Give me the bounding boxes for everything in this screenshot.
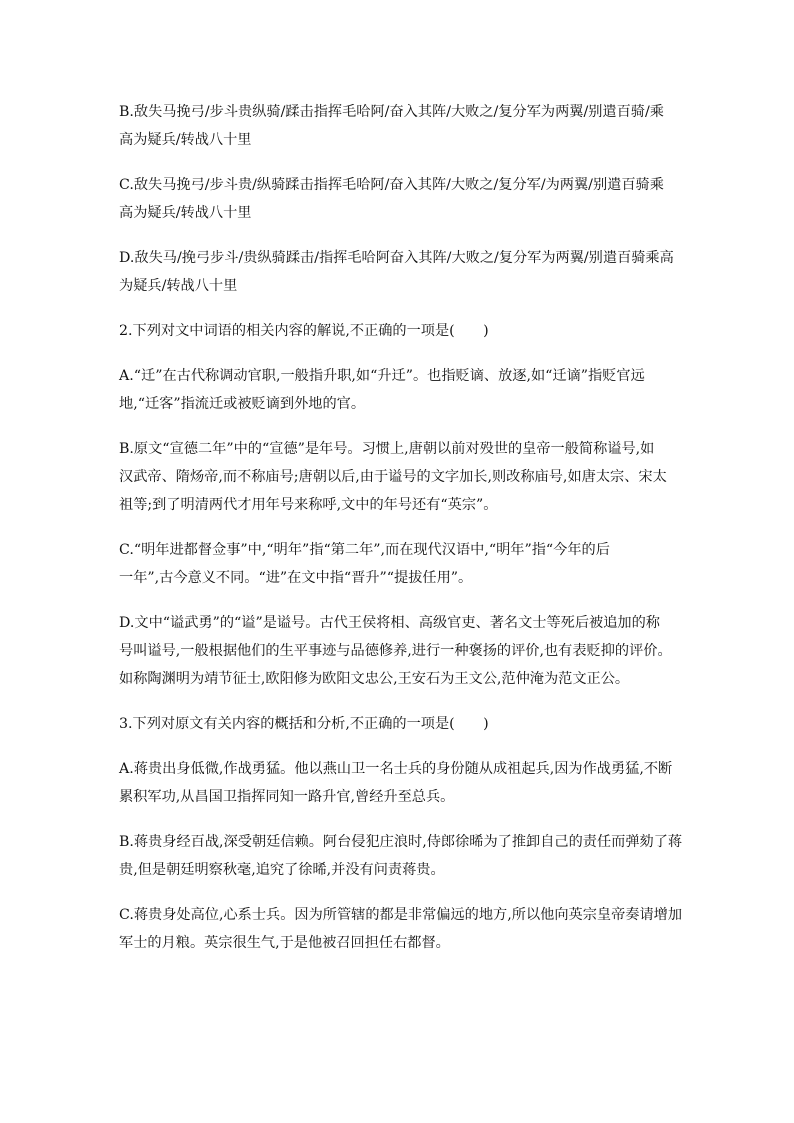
question-3-stem [119,710,679,738]
question-stem: 3.下列对原文有关内容的概括和分析,不正确的一项是( ) [119,716,489,732]
text-line: B.敌失马挽弓/步斗贵纵骑/蹂击指挥毛哈阿/奋入其阵/大败之/复分军为两翼/别遣百骑/乘 [119,104,664,120]
question-stem: 2.下列对文中词语的相关内容的解说,不正确的一项是( ) [119,323,489,339]
text-line: C.“明年进都督佥事”中,“明年”指“第二年”,而在现代汉语中,“明年”指“今年的后 [119,542,610,558]
document-page [119,98,683,974]
text-line: A.蒋贵出身低微,作战勇猛。他以燕山卫一名士兵的身份随从成祖起兵,因为作战勇猛,不断 [119,761,673,777]
text-line: 地,“迁客”指流迁或被贬谪到外地的官。 [119,396,366,412]
question-2-stem [119,317,679,345]
text-line: 汉武帝、隋炀帝,而不称庙号;唐朝以后,由于谥号的文字加长,则改称庙号,如唐太宗、宋太 [119,469,667,485]
q2-option-c [119,536,679,592]
text-line: 累积军功,从昌国卫指挥同知一路升官,曾经升至总兵。 [119,789,455,805]
text-line: D.文中“谥武勇”的“谥”是谥号。古代王侯将相、高级官吏、著名文士等死后被追加的称 [119,615,660,631]
text-line: C.敌失马挽弓/步斗贵/纵骑蹂击指挥毛哈阿/奋入其阵/大败之/复分军/为两翼/别遣百骑乘 [119,177,664,193]
text-line: C.蒋贵身处高位,心系士兵。因为所管辖的都是非常偏远的地方,所以他向英宗皇帝奏请增加 [119,907,683,923]
text-line: D.敌失马/挽弓步斗/贵纵骑蹂击/指挥毛哈阿奋入其阵/大败之/复分军为两翼/别遣百骑乘高 [119,250,674,266]
text-line: A.“迁”在古代称调动官职,一般指升职,如“升迁”。也指贬谪、放逐,如“迁谪”指贬官远 [119,368,645,384]
q1-option-c [119,171,679,227]
q3-option-b [119,828,683,884]
text-line: B.蒋贵身经百战,深受朝廷信赖。阿台侵犯庄浪时,侍郎徐晞为了推卸自己的责任而弹劾了蒋 [119,834,683,850]
text-line: 如称陶渊明为靖节征士,欧阳修为欧阳文忠公,王安石为王文公,范仲淹为范文正公。 [119,671,630,687]
text-line: 为疑兵/转战八十里 [119,278,238,294]
q2-option-a [119,362,679,418]
q1-option-b [119,98,679,154]
text-line: B.原文“宣德二年”中的“宣德”是年号。习惯上,唐朝以前对殁世的皇帝一般简称谥号,如 [119,441,655,457]
text-line: 贵,但是朝廷明察秋毫,追究了徐晞,并没有问责蒋贵。 [119,862,445,878]
text-line: 祖等;到了明清两代才用年号来称呼,文中的年号还有“英宗”。 [119,497,498,513]
q2-option-d [119,609,679,693]
q3-option-c [119,901,683,957]
text-line: 高为疑兵/转战八十里 [119,205,252,221]
q1-option-d [119,244,679,300]
text-line: 高为疑兵/转战八十里 [119,132,252,148]
text-line: 号叫谥号,一般根据他们的生平事迹与品德修养,进行一种褒扬的评价,也有表贬抑的评价。 [119,643,672,659]
text-line: 军士的月粮。英宗很生气,于是他被召回担任右都督。 [119,935,450,951]
text-line: 一年”,古今意义不同。“进”在文中指“晋升”“提拔任用”。 [119,570,473,586]
q2-option-b [119,435,679,519]
q3-option-a [119,755,679,811]
